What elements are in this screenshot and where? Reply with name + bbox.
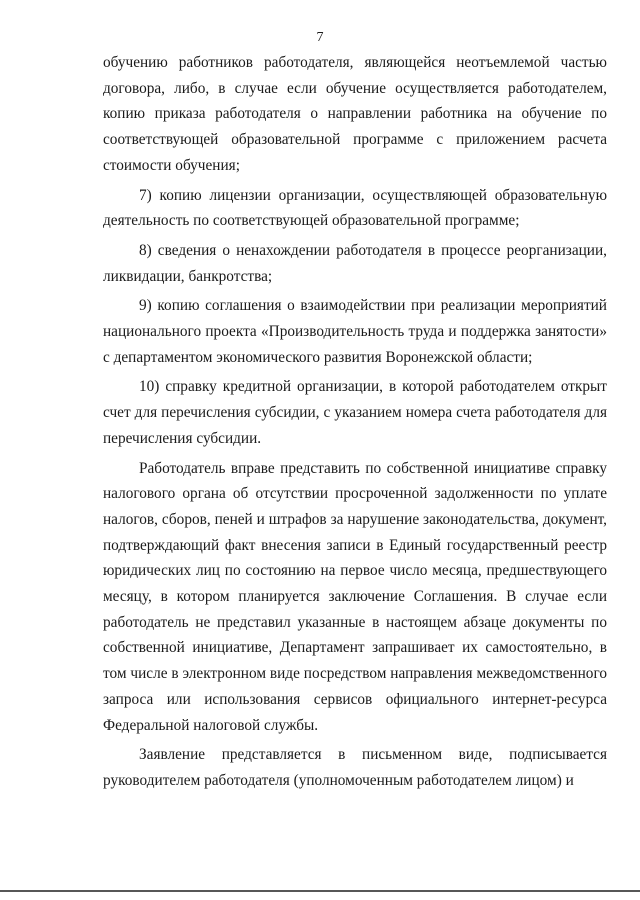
scan-edge-line bbox=[0, 890, 640, 892]
paragraph-employer-right: Работодатель вправе представить по собственной инициативе справку налогового органа об отсутствии просроченной задолженности по уплате налогов, сборов, пеней и штрафов за нарушение законодательства, документ, подтверждающий факт внесения записи в Единый государственный реестр юридических лиц по состоянию на первое число месяца, предшествующего месяцу, в котором планируется заключение Соглашения. В случае если работодатель не представил указанные в настоящем абзаце документы по собственной инициативе, Департамент запрашивает их самостоятельно, в том числе в электронном виде посредством направления межведомственного запроса или использования сервисов официального интернет-ресурса Федеральной налоговой службы. bbox=[103, 459, 607, 734]
list-item-9: 9) копию соглашения о взаимодействии при реализации мероприятий национального проекта «Производительность труда и поддержка занятости» с департаментом экономического развития Воронежской области; bbox=[103, 297, 607, 366]
document-body bbox=[103, 50, 607, 794]
page-number: 7 bbox=[316, 30, 324, 45]
paragraph-continuation: обучению работников работодателя, являющейся неотъемлемой частью договора, либо, в случае если обучение осуществляется работодателем, копию приказа работодателя о направлении работника на обучение по соответствующей образовательной программе с приложением расчета стоимости обучения; bbox=[103, 54, 607, 174]
list-item-10: 10) справку кредитной организации, в которой работодателем открыт счет для перечисления субсидии, с указанием номера счета работодателя для перечисления субсидии. bbox=[103, 378, 607, 447]
paragraph-application: Заявление представляется в письменном виде, подписывается руководителем работодателя (уполномоченным работодателем лицом) и bbox=[103, 746, 607, 789]
list-item-8: 8) сведения о ненахождении работодателя в процессе реорганизации, ликвидации, банкротства; bbox=[103, 241, 607, 285]
list-item-7: 7) копию лицензии организации, осуществляющей образовательную деятельность по соответствующей образовательной программе; bbox=[103, 186, 607, 230]
